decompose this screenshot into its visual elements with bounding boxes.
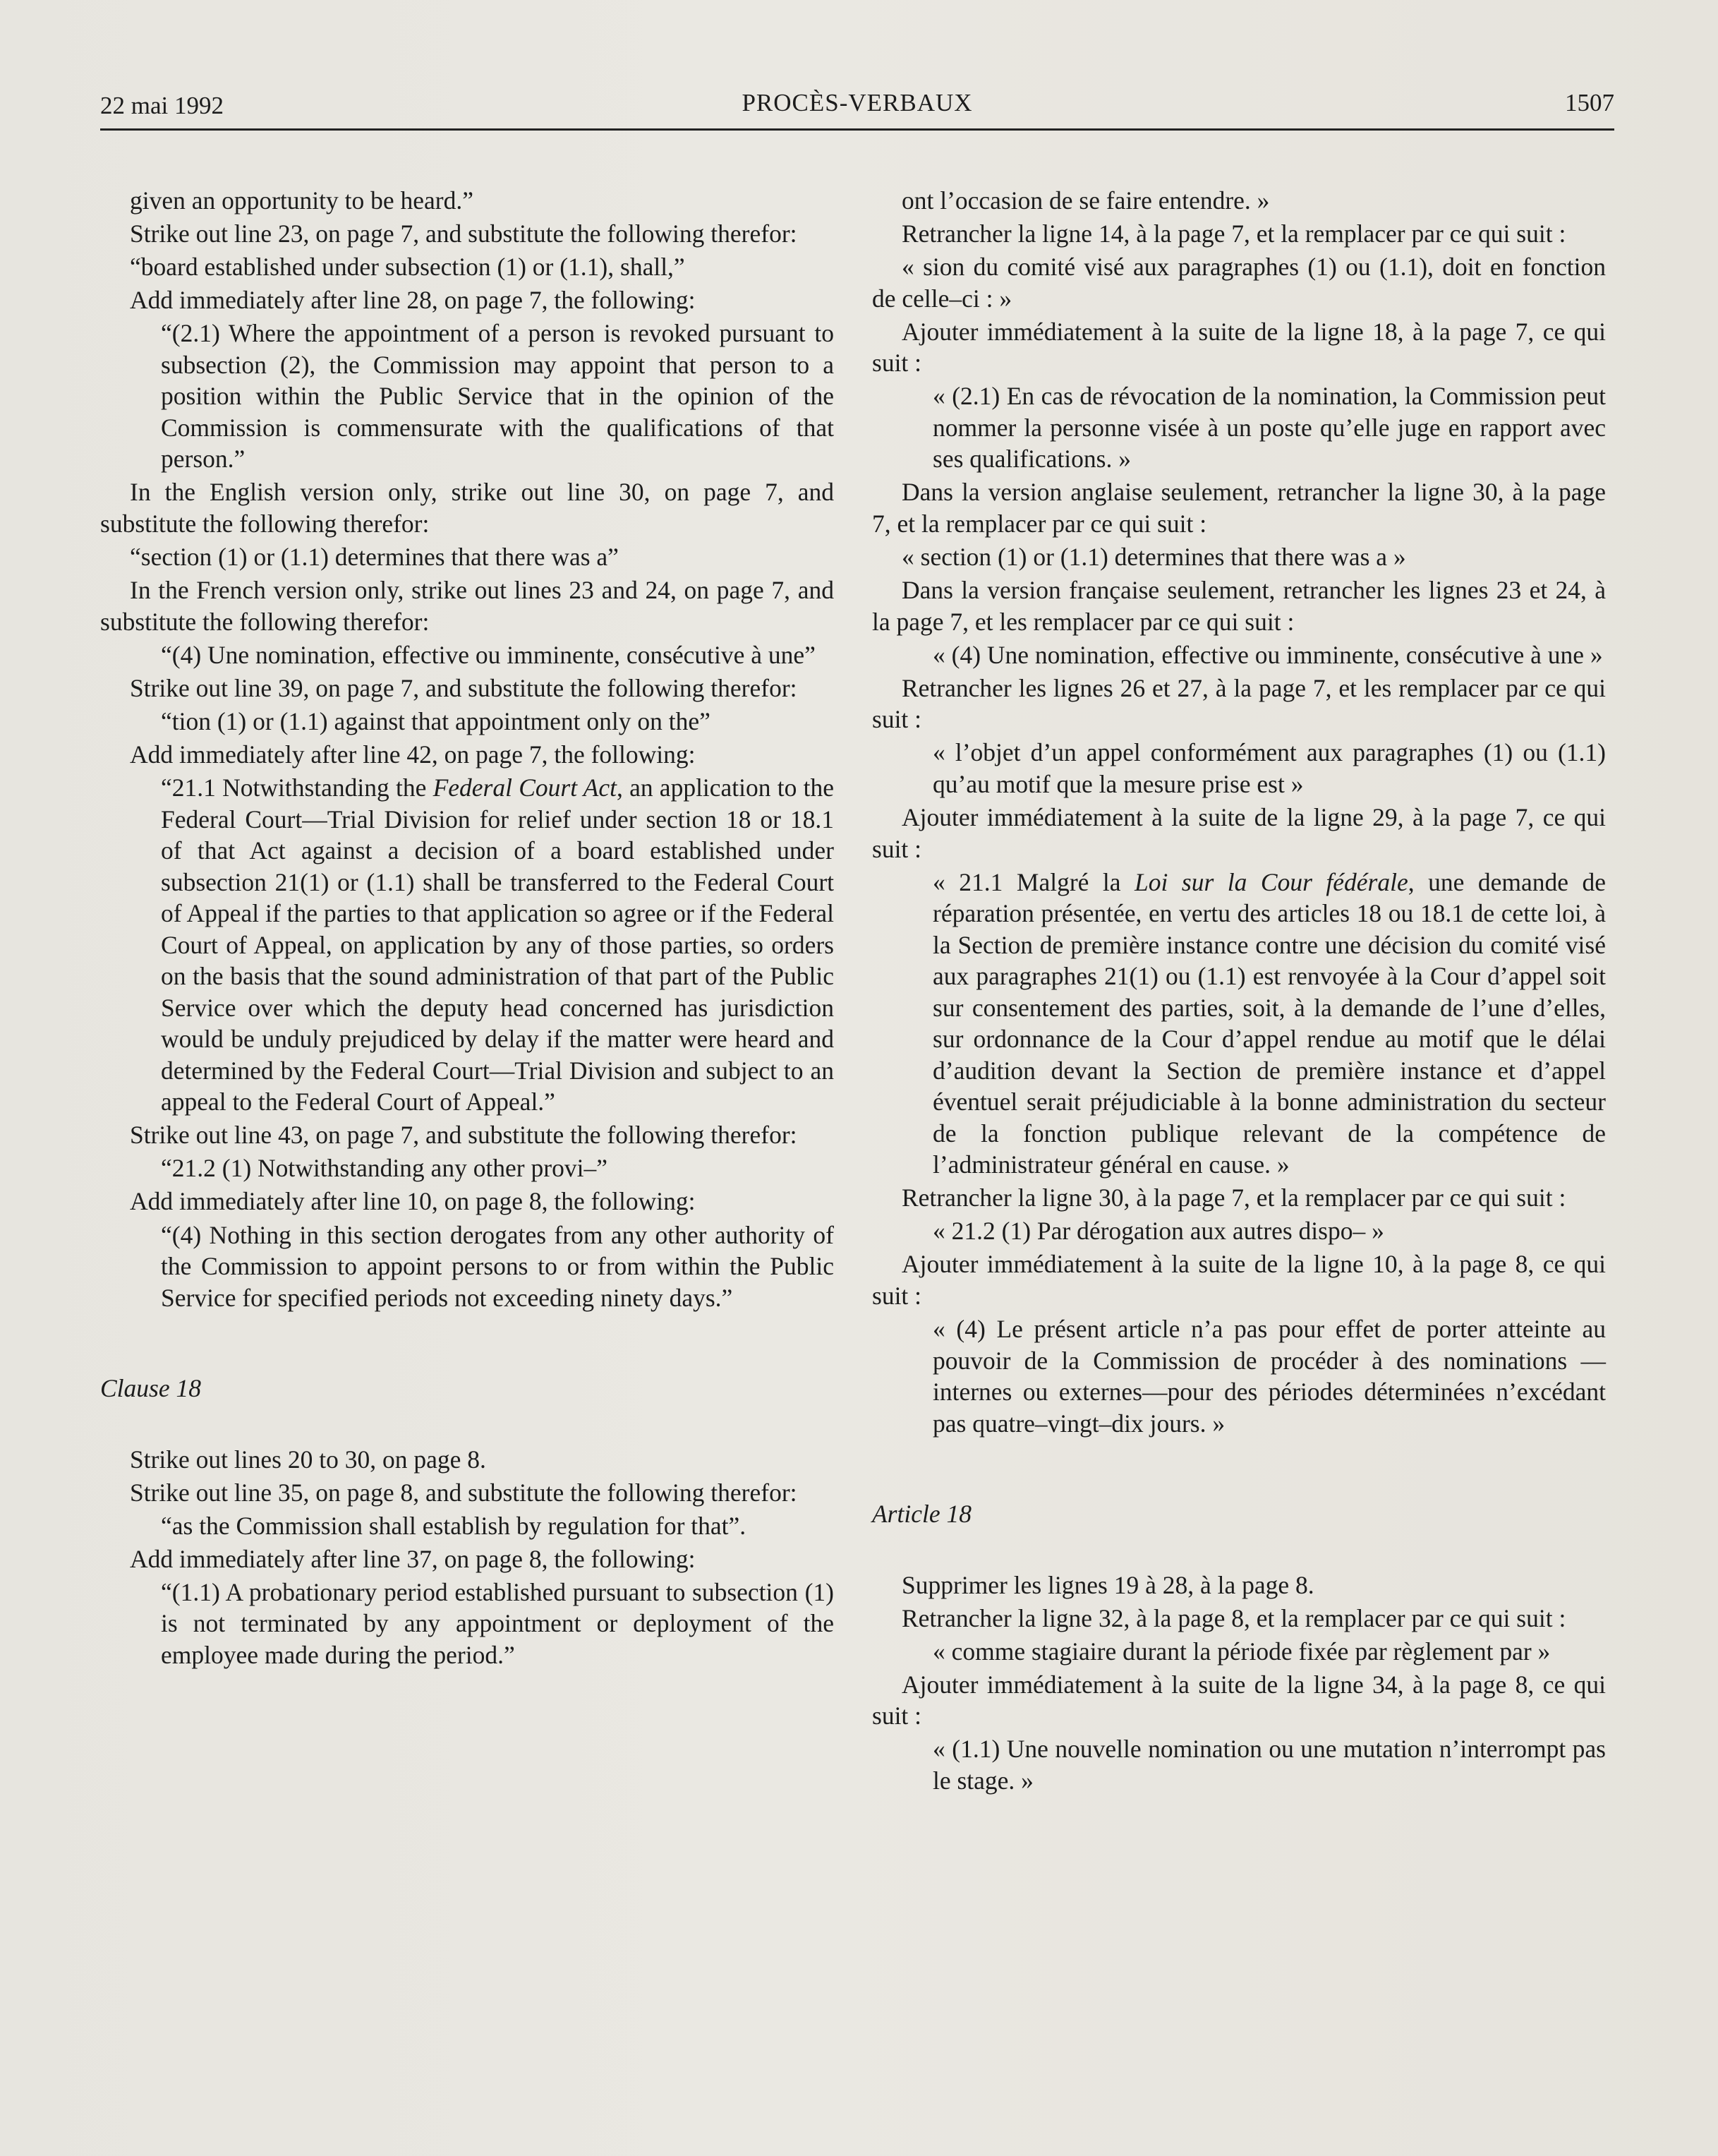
quoted-text: « (2.1) En cas de révocation de la nomination, la Commission peut nommer la personne visée à un poste qu’elle juge en rapport avec ses qualifications. » (933, 382, 1606, 474)
page-number: 1507 (1565, 89, 1614, 116)
quoted-text: “(4) Nothing in this section derogates from any other authority of the Commission to appoint persons to or from within the Public Service for specified periods not exceeding ninety days.” (161, 1220, 834, 1312)
paragraph: Ajouter immédiatement à la suite de la ligne 10, à la page 8, ce qui suit : (872, 1250, 1606, 1310)
paragraph: given an opportunity to be heard.” (130, 186, 473, 215)
quoted-text: « comme stagiaire durant la période fixée par règlement par » (933, 1637, 1551, 1666)
paragraph: Dans la version française seulement, retrancher les lignes 23 et 24, à la page 7, et les remplacer par ce qui suit : (872, 576, 1606, 636)
header-date: 22 mai 1992 (100, 92, 224, 119)
quoted-text: “section (1) or (1.1) determines that there was a” (130, 543, 619, 572)
quoted-text: “21.2 (1) Notwithstanding any other provi–” (161, 1154, 607, 1183)
section-heading: Clause 18 (100, 1374, 201, 1402)
quoted-text: “(1.1) A probationary period established pursuant to subsection (1) is not terminated by any appointment or deployment of the employee made during the period.” (161, 1577, 834, 1669)
paragraph: Strike out lines 20 to 30, on page 8. (130, 1445, 486, 1474)
paragraph: ont l’occasion de se faire entendre. » (902, 186, 1270, 215)
paragraph: Ajouter immédiatement à la suite de la ligne 18, à la page 7, ce qui suit : (872, 317, 1606, 378)
quoted-text: “(4) Une nomination, effective ou imminente, consécutive à une” (161, 640, 816, 669)
text-span: , une demande de réparation présentée, en vertu des articles 18 ou 18.1 de cette loi, à la Section de première instance contre une décision du comité visé aux paragraphes 21(1) ou (1.1) est renvoyée à la Cour d’appel soit sur consentement des parties, soit, à la demande de l’une d’elles, sur ordonnance de la Cour d’appel rendue au motif que le délai d’audition devant la Section de première instance et d’appel éventuel serait préjudiciable à la bonne administration du secteur de la fonction publique relevant de la compétence de l’administrateur général en cause. » (933, 867, 1606, 1179)
paragraph: Ajouter immédiatement à la suite de la ligne 34, à la page 8, ce qui suit : (872, 1670, 1606, 1730)
paragraph: Retrancher la ligne 14, à la page 7, et la remplacer par ce qui suit : (902, 219, 1566, 248)
page-header (100, 86, 1614, 131)
french-column (872, 185, 1606, 1798)
text-span: , an application to the Federal Court—Trial Division for relief under section 18 or 18.1 of that Act against a decision of a board established under subsection 21(1) or (1.1) shall be transferred to the Federal Court of Appeal if the parties to that application so agree or if the Federal Court of Appeal, on application by any of those parties, so orders on the basis that the sound administration of that part of the Public Service over which the deputy head concerned has jurisdiction would be unduly prejudiced by delay if the matter were heard and determined by the Federal Court—Trial Division and subject to an appeal to the Federal Court of Appeal.” (161, 773, 834, 1116)
quoted-text: « 21.2 (1) Par dérogation aux autres dispo– » (933, 1217, 1384, 1246)
paragraph: Dans la version anglaise seulement, retrancher la ligne 30, à la page 7, et la remplacer par ce qui suit : (872, 478, 1606, 538)
english-column (100, 185, 834, 1673)
quoted-text (872, 867, 1606, 1181)
quoted-text: « (4) Le présent article n’a pas pour effet de porter atteinte au pouvoir de la Commission de procéder à des nominations —internes ou externes—pour des périodes déterminées n’excédant pas quatre–vingt–dix jours. » (933, 1315, 1606, 1438)
paragraph: Add immediately after line 28, on page 7, the following: (130, 286, 696, 315)
paragraph: Supprimer les lignes 19 à 28, à la page 8. (902, 1570, 1314, 1599)
paragraph: Strike out line 43, on page 7, and substitute the following therefor: (130, 1121, 797, 1150)
italic-title: Federal Court Act (432, 773, 617, 802)
text-span: “21.1 Notwithstanding the (161, 773, 433, 802)
paragraph: Ajouter immédiatement à la suite de la ligne 29, à la page 7, ce qui suit : (872, 803, 1606, 863)
paragraph: In the English version only, strike out line 30, on page 7, and substitute the following therefor: (100, 478, 834, 538)
quoted-text: “board established under subsection (1) or (1.1), shall,” (130, 253, 685, 282)
quoted-text: “as the Commission shall establish by regulation for that”. (161, 1511, 746, 1540)
paragraph: Retrancher les lignes 26 et 27, à la page 7, et les remplacer par ce qui suit : (872, 673, 1606, 734)
header-title: PROCÈS-VERBAUX (742, 89, 973, 116)
paragraph: Add immediately after line 42, on page 7, the following: (130, 740, 696, 769)
paragraph: Add immediately after line 10, on page 8, the following: (130, 1187, 696, 1216)
paragraph: Strike out line 23, on page 7, and substitute the following therefor: (130, 219, 797, 248)
text-span: « 21.1 Malgré la (933, 867, 1135, 896)
section-heading: Article 18 (872, 1500, 972, 1528)
quoted-text: “tion (1) or (1.1) against that appointment only on the” (161, 706, 710, 735)
paragraph: Retrancher la ligne 32, à la page 8, et la remplacer par ce qui suit : (902, 1603, 1566, 1632)
paragraph: Retrancher la ligne 30, à la page 7, et la remplacer par ce qui suit : (902, 1184, 1566, 1212)
quoted-text: « (1.1) Une nouvelle nomination ou une mutation n’interrompt pas le stage. » (933, 1735, 1606, 1795)
paragraph: Strike out line 35, on page 8, and substitute the following therefor: (130, 1478, 797, 1507)
quoted-text: « (4) Une nomination, effective ou imminente, consécutive à une » (933, 640, 1603, 669)
paragraph: In the French version only, strike out lines 23 and 24, on page 7, and substitute the following therefor: (100, 576, 834, 636)
quoted-text: “(2.1) Where the appointment of a person is revoked pursuant to subsection (2), the Commission may appoint that person to a position within the Public Service that in the opinion of the Commission is commensurate with the qualifications of that person.” (161, 319, 834, 474)
quoted-text: « l’objet d’un appel conformément aux paragraphes (1) ou (1.1) qu’au motif que la mesure prise est » (933, 738, 1606, 798)
italic-title: Loi sur la Cour fédérale (1135, 867, 1408, 896)
quoted-text (100, 772, 834, 1118)
paragraph: Strike out line 39, on page 7, and substitute the following therefor: (130, 673, 797, 702)
paragraph: Add immediately after line 37, on page 8, the following: (130, 1544, 696, 1573)
quoted-text: « section (1) or (1.1) determines that there was a » (902, 543, 1406, 572)
quoted-text: « sion du comité visé aux paragraphes (1) ou (1.1), doit en fonction de celle–ci : » (872, 253, 1606, 313)
